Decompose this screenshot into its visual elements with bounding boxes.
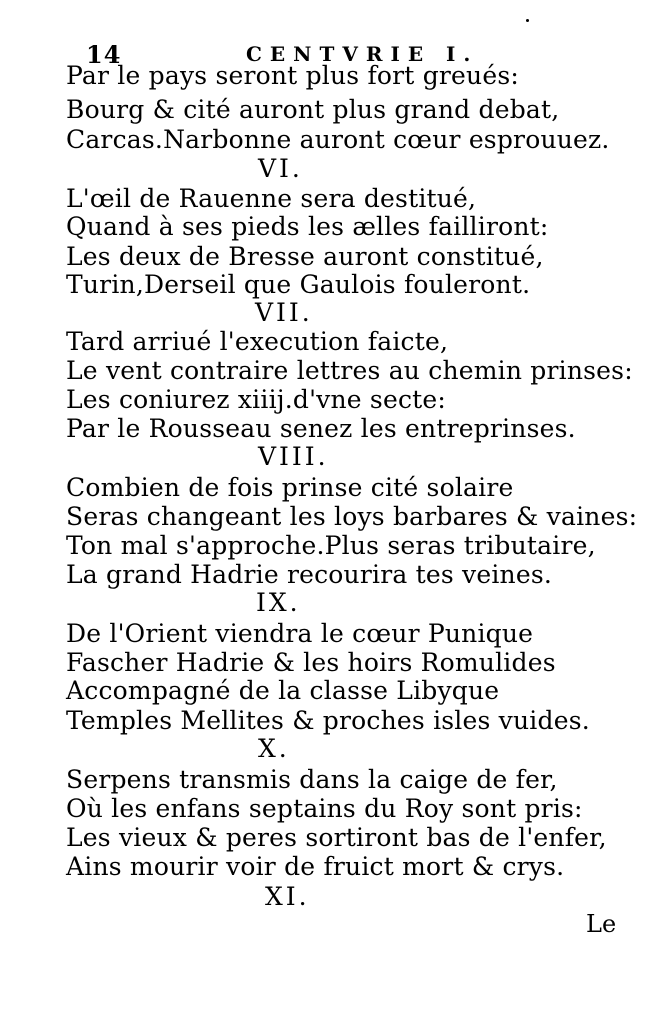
verse-line: Quand à ses pieds les ælles failliront: [66, 212, 549, 241]
verse-line: Les deux de Bresse auront constitué, [66, 242, 544, 271]
verse-line: Accompagné de la classe Libyque [66, 676, 500, 705]
verse-line: La grand Hadrie recourira tes veines. [66, 560, 553, 589]
verse-line: L'œil de Rauenne sera destitué, [66, 184, 477, 213]
verse-line: Seras changeant les loys barbares & vaines: [66, 502, 638, 531]
verse-line: Le vent contraire lettres au chemin prinses: [66, 356, 633, 385]
quatrain-numeral: X. [258, 734, 290, 763]
verse-line: Bourg & cité auront plus grand debat, [66, 95, 560, 124]
verse-line: Les vieux & peres sortiront bas de l'enfer, [66, 823, 607, 852]
quatrain-numeral: XI. [265, 882, 310, 911]
verse-line: Les coniurez xiiij.d'vne secte: [66, 385, 447, 414]
ink-dot [526, 19, 529, 22]
verse-line: Temples Mellites & proches isles vuides. [66, 706, 590, 735]
running-head: CENTVRIE I. [246, 42, 479, 66]
verse-line: Où les enfans septains du Roy sont pris: [66, 794, 583, 823]
quatrain-numeral: IX. [256, 588, 301, 617]
verse-line: Tard arriué l'execution faicte, [66, 327, 449, 356]
verse-line: Combien de fois prinse cité solaire [66, 473, 514, 502]
verse-line: Fascher Hadrie & les hoirs Romulides [66, 648, 556, 677]
catchword: Le [586, 910, 617, 938]
verse-line: Ains mourir voir de fruict mort & crys. [66, 852, 565, 881]
verse-line: Par le pays seront plus fort greués: [66, 61, 519, 90]
page-number: 14 [86, 40, 122, 69]
quatrain-numeral: VII. [255, 298, 313, 327]
verse-line: Carcas.Narbonne auront cœur esprouuez. [66, 125, 610, 154]
quatrain-numeral: VIII. [258, 442, 329, 471]
verse-line: Par le Rousseau senez les entreprinses. [66, 414, 576, 443]
verse-line: De l'Orient viendra le cœur Punique [66, 619, 534, 648]
verse-line: Turin,Derseil que Gaulois fouleront. [66, 270, 531, 299]
quatrain-numeral: VI. [258, 154, 303, 183]
verse-line: Serpens transmis dans la caige de fer, [66, 765, 558, 794]
verse-line: Ton mal s'approche.Plus seras tributaire, [66, 531, 596, 560]
